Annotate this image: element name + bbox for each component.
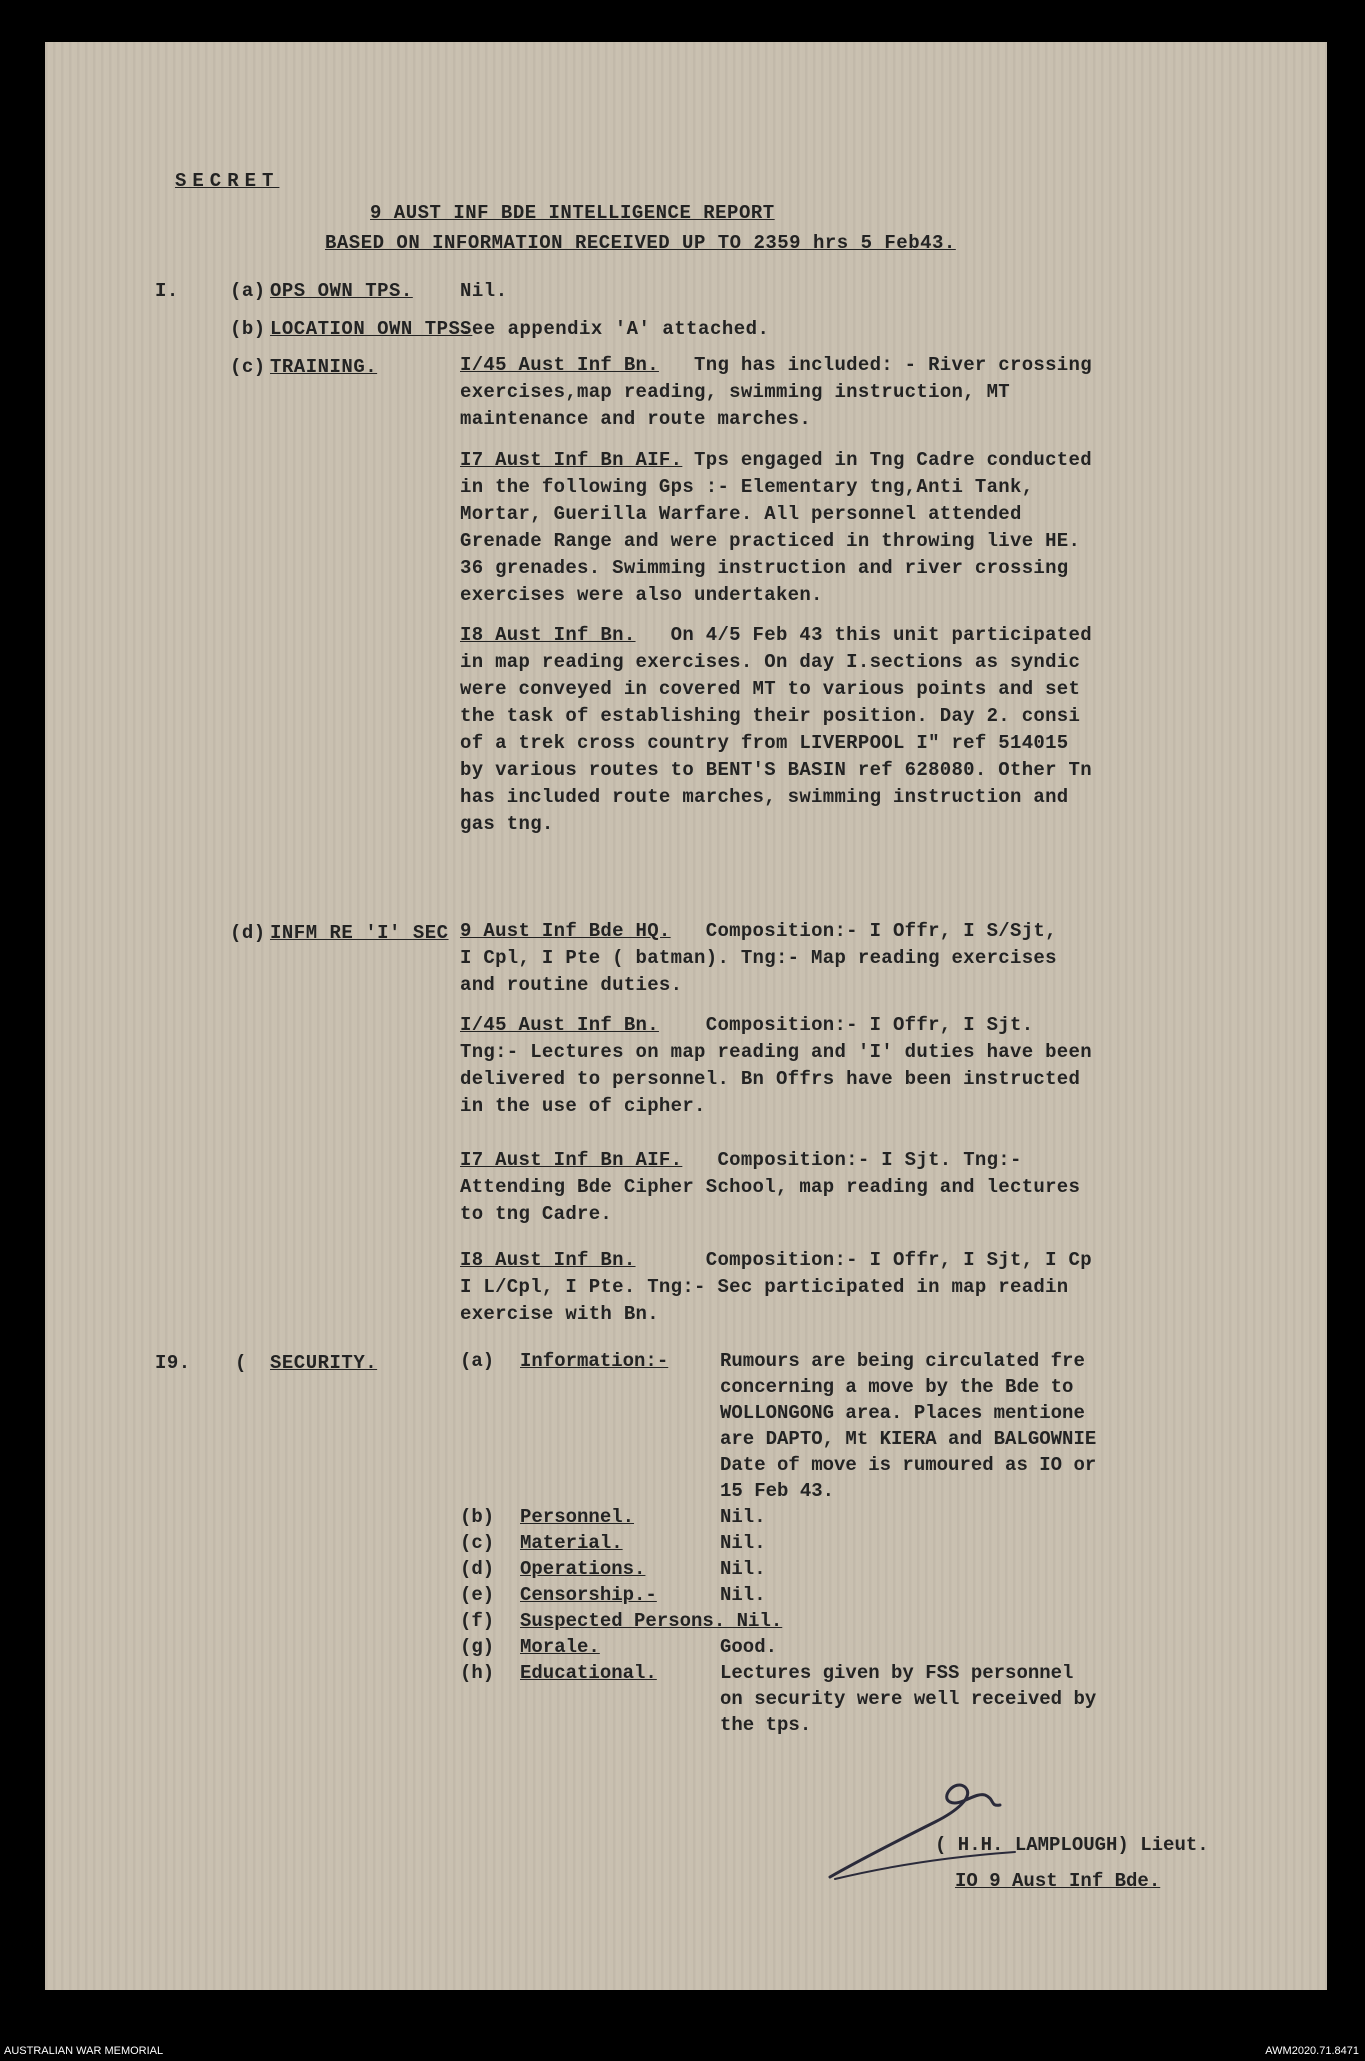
entry-line: Nil. — [720, 1506, 766, 1528]
footer-accession-number: AWM2020.71.8471 — [1265, 2045, 1359, 2057]
unit-name: I/45 Aust Inf Bn. — [460, 354, 659, 376]
item-label: Educational. — [520, 1662, 657, 1684]
item-letter: (e) — [460, 1584, 495, 1606]
training-unit-entry — [460, 622, 1280, 838]
section-bracket: ( — [235, 1352, 247, 1374]
training-unit-entry — [460, 447, 1280, 609]
item-letter: (f) — [460, 1610, 495, 1632]
section-label: SECURITY. — [270, 1352, 378, 1374]
entry-line: concerning a move by the Bde to — [720, 1376, 1074, 1398]
entry-line: WOLLONGONG area. Places mentione — [720, 1402, 1085, 1424]
entry-line: in map reading exercises. On day I.sections as syndic — [460, 651, 1081, 673]
entry-line: exercises were also undertaken. — [460, 584, 823, 606]
unit-name: 9 Aust Inf Bde HQ. — [460, 920, 671, 942]
entry-line: in the use of cipher. — [460, 1095, 706, 1117]
entry-line: Attending Bde Cipher School, map reading and lectures — [460, 1176, 1081, 1198]
entry-line: in the following Gps :- Elementary tng,Anti Tank, — [460, 476, 1034, 498]
item-value: See appendix 'A' attached. — [460, 318, 770, 340]
item-label: Material. — [520, 1532, 623, 1554]
unit-name: I7 Aust Inf Bn AIF. — [460, 449, 683, 471]
entry-line: Mortar, Guerilla Warfare. All personnel attended — [460, 503, 1022, 525]
entry-line: I Cpl, I Pte ( batman). Tng:- Map reading exercises — [460, 947, 1057, 969]
item-label: INFM RE 'I' SEC — [270, 922, 449, 944]
entry-line: exercises,map reading, swimming instruction, MT — [460, 381, 1010, 403]
entry-line: the tps. — [720, 1714, 812, 1736]
entry-line: exercise with Bn. — [460, 1303, 659, 1325]
item-letter: (d) — [230, 922, 266, 944]
item-letter: (b) — [460, 1506, 495, 1528]
entry-line: the task of establishing their position. Day 2. consi — [460, 705, 1081, 727]
entry-line: Composition:- I Sjt. Tng:- — [717, 1149, 1022, 1171]
intel-section-entry — [460, 1012, 1280, 1120]
item-letter: (h) — [460, 1662, 495, 1684]
entry-line: 15 Feb 43. — [720, 1480, 835, 1502]
item-letter: (b) — [230, 318, 266, 340]
entry-line: Composition:- I Offr, I S/Sjt, — [705, 920, 1057, 942]
entry-line: gas tng. — [460, 813, 554, 835]
item-label: TRAINING. — [270, 356, 378, 378]
signatory-name: ( H.H. LAMPLOUGH) Lieut. — [935, 1834, 1209, 1856]
signatory-role: IO 9 Aust Inf Bde. — [955, 1870, 1161, 1892]
intel-section-entry — [460, 918, 1280, 999]
entry-line: by various routes to BENT'S BASIN ref 628080. Other Tn — [460, 759, 1092, 781]
report-title: 9 AUST INF BDE INTELLIGENCE REPORT — [370, 202, 775, 224]
entry-line: are DAPTO, Mt KIERA and BALGOWNIE — [720, 1428, 1097, 1450]
entry-line: to tng Cadre. — [460, 1203, 613, 1225]
entry-line: of a trek cross country from LIVERPOOL I" ref 514015 — [460, 732, 1069, 754]
entry-line: Tps engaged in Tng Cadre conducted — [694, 449, 1092, 471]
unit-name: I7 Aust Inf Bn AIF. — [460, 1149, 683, 1171]
item-label: LOCATION OWN TPS. — [270, 318, 473, 340]
entry-line: Lectures given by FSS personnel — [720, 1662, 1074, 1684]
training-unit-entry — [460, 352, 1280, 433]
entry-line: Tng has included: - River crossing — [694, 354, 1092, 376]
item-value: Nil. — [460, 280, 508, 302]
security-information — [460, 1348, 1096, 1504]
item-letter: (c) — [460, 1532, 495, 1554]
intel-section-entry — [460, 1147, 1280, 1228]
entry-line: Nil. — [720, 1584, 766, 1606]
item-letter: (g) — [460, 1636, 495, 1658]
unit-name: I8 Aust Inf Bn. — [460, 624, 636, 646]
unit-name: I/45 Aust Inf Bn. — [460, 1014, 659, 1036]
entry-line: and routine duties. — [460, 974, 683, 996]
item-letter: (c) — [230, 356, 266, 378]
entry-line: Nil. — [720, 1558, 766, 1580]
entry-line: Nil. — [720, 1532, 766, 1554]
entry-line: Date of move is rumoured as IO or — [720, 1454, 1097, 1476]
document-page — [45, 42, 1327, 1990]
entry-line: Grenade Range and were practiced in throwing live HE. — [460, 530, 1081, 552]
section-number: I9. — [155, 1352, 191, 1374]
entry-line: 36 grenades. Swimming instruction and river crossing — [460, 557, 1069, 579]
item-label: Personnel. — [520, 1506, 635, 1528]
intel-section-entry — [460, 1247, 1280, 1328]
footer-archive-name: AUSTRALIAN WAR MEMORIAL — [4, 2045, 164, 2057]
item-label: OPS OWN TPS. — [270, 280, 413, 302]
entry-line: Composition:- I Offr, I Sjt. — [705, 1014, 1034, 1036]
item-label: Morale. — [520, 1636, 600, 1658]
item-label: Information:- — [520, 1350, 669, 1372]
entry-line: Rumours are being circulated fre — [720, 1350, 1085, 1372]
item-letter: (a) — [460, 1350, 495, 1372]
entry-line: were conveyed in covered MT to various points and set — [460, 678, 1081, 700]
security-items — [460, 1504, 1096, 1738]
unit-name: I8 Aust Inf Bn. — [460, 1249, 636, 1271]
entry-line: On 4/5 Feb 43 this unit participated — [670, 624, 1092, 646]
section-number: I. — [155, 280, 179, 302]
item-letter: (a) — [230, 280, 266, 302]
item-label: Suspected Persons. Nil. — [520, 1610, 783, 1632]
entry-line: Tng:- Lectures on map reading and 'I' duties have been — [460, 1041, 1092, 1063]
entry-line: Composition:- I Offr, I Sjt, I Cp — [705, 1249, 1092, 1271]
entry-line: Good. — [720, 1636, 778, 1658]
item-label: Operations. — [520, 1558, 646, 1580]
entry-line: delivered to personnel. Bn Offrs have been instructed — [460, 1068, 1081, 1090]
item-label: Censorship.- — [520, 1584, 657, 1606]
signature-block — [935, 1827, 1209, 1899]
classification-mark: SECRET — [175, 170, 280, 192]
entry-line: has included route marches, swimming instruction and — [460, 786, 1069, 808]
entry-line: maintenance and route marches. — [460, 408, 812, 430]
item-letter: (d) — [460, 1558, 495, 1580]
entry-line: I L/Cpl, I Pte. Tng:- Sec participated in map readin — [460, 1276, 1069, 1298]
report-subtitle: BASED ON INFORMATION RECEIVED UP TO 2359 hrs 5 Feb43. — [325, 232, 956, 254]
entry-line: on security were well received by — [720, 1688, 1097, 1710]
